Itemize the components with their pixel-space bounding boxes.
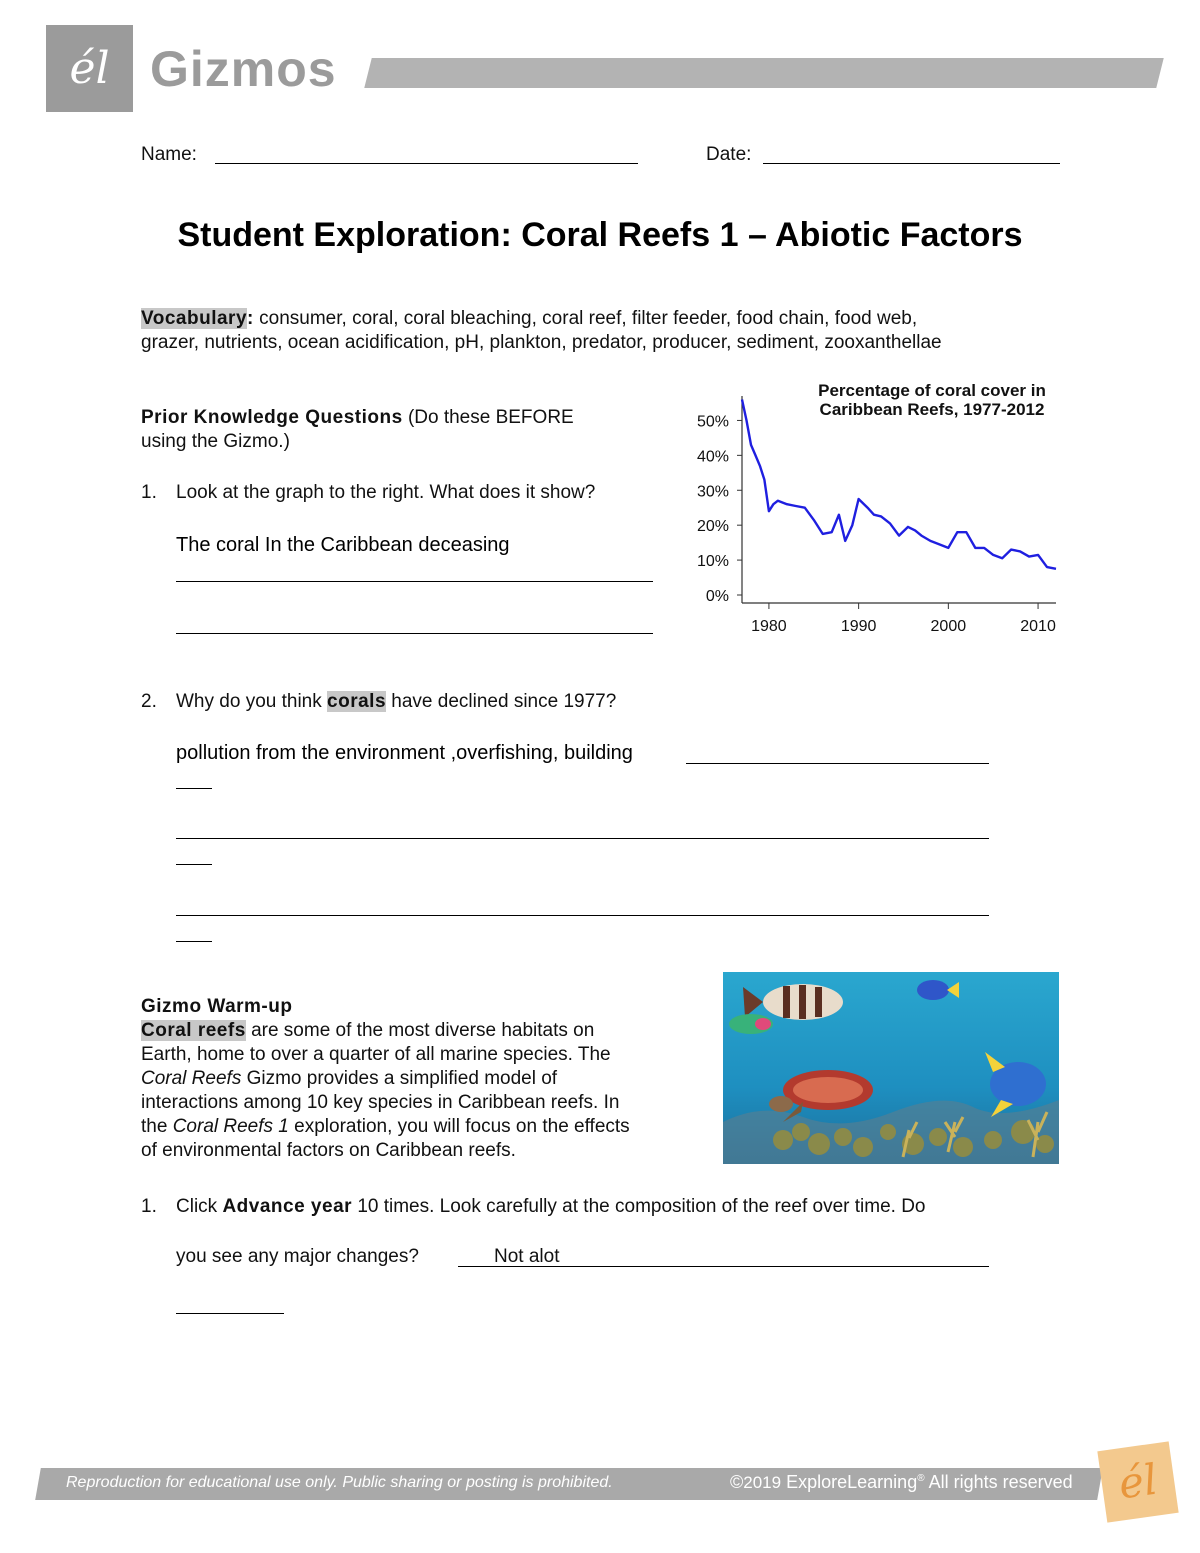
- coral-reef-image: [723, 972, 1059, 1164]
- x-tick-label: 2010: [1020, 618, 1056, 635]
- q2-answer-line-tail-1[interactable]: [686, 763, 989, 764]
- brand-name: Gizmos: [150, 41, 337, 97]
- warmup-q1-answer-line-2[interactable]: [176, 1313, 284, 1314]
- rights-text: All rights reserved: [928, 1472, 1073, 1492]
- coral-cover-chart: [680, 378, 1070, 638]
- name-label: Name:: [141, 144, 197, 165]
- x-tick-label: 1980: [751, 618, 787, 635]
- page-title: Student Exploration: Coral Reefs 1 – Abiotic Factors: [177, 216, 1023, 254]
- warmup-line-2: Earth, home to over a quarter of all marine species. The: [141, 1044, 611, 1065]
- registered-mark: ®: [917, 1473, 925, 1484]
- advance-year-term: Advance year: [222, 1196, 353, 1217]
- y-tick-label: 50%: [696, 413, 729, 431]
- coral-cover-series-line: [742, 400, 1056, 569]
- header-bar: [364, 58, 1163, 88]
- warmup-q1-post: 10 times. Look carefully at the composition of the reef over time. Do: [357, 1196, 926, 1217]
- q1-text: Look at the graph to the right. What does it show?: [176, 482, 596, 503]
- y-tick-label: 40%: [696, 448, 729, 466]
- warmup-q1-number: 1.: [141, 1196, 157, 1217]
- q2-answer-line-wrap-1[interactable]: [176, 788, 212, 789]
- footer-logo: [1097, 1441, 1178, 1522]
- q2-number: 2.: [141, 691, 157, 712]
- q2-answer-line-2[interactable]: [176, 838, 989, 839]
- warmup-heading: Gizmo Warm-up: [141, 996, 293, 1017]
- q2-answer-line-3[interactable]: [176, 915, 989, 916]
- q2-text-post: have declined since 1977?: [391, 691, 617, 712]
- warmup-term: Coral reefs: [141, 1020, 246, 1041]
- parrotfish: [729, 1014, 773, 1034]
- warmup-line-5-pre: the: [141, 1116, 168, 1137]
- prior-knowledge-heading: [141, 406, 641, 454]
- q2-answer-line-wrap-3[interactable]: [176, 941, 212, 942]
- x-tick-label: 2000: [930, 618, 967, 635]
- company-name: ExploreLearning: [786, 1472, 918, 1492]
- warmup-line-4: interactions among 10 key species in Caribbean reefs. In: [141, 1092, 620, 1113]
- footer-logo-mark: él: [1115, 1454, 1161, 1509]
- explorelearning-logo: [46, 25, 133, 112]
- y-tick-label: 30%: [696, 483, 729, 501]
- date-field[interactable]: [763, 163, 1060, 164]
- warmup-line-3: Gizmo provides a simplified model of: [246, 1068, 558, 1089]
- date-label: Date:: [706, 144, 752, 165]
- vocabulary-colon: :: [247, 308, 254, 329]
- warmup-q1-text: [176, 1195, 925, 1219]
- warmup-q1-line-2: you see any major changes?: [176, 1246, 419, 1267]
- prior-heading: Prior Knowledge Questions: [141, 407, 403, 428]
- warmup-line-5: exploration, you will focus on the effects: [294, 1116, 630, 1137]
- warmup-q1-answer[interactable]: Not alot: [494, 1246, 560, 1267]
- warmup-line-6: of environmental factors on Caribbean reefs.: [141, 1140, 516, 1161]
- prior-note-2: using the Gizmo.): [141, 431, 290, 452]
- copyright-symbol: ©: [730, 1472, 744, 1492]
- q2-text-pre: Why do you think: [176, 691, 322, 712]
- warmup-line-1: are some of the most diverse habitats on: [251, 1020, 595, 1041]
- name-field[interactable]: [215, 163, 638, 164]
- x-tick-label: 1990: [840, 618, 877, 635]
- prior-note-1: (Do these BEFORE: [407, 407, 574, 428]
- q2-term: corals: [327, 691, 387, 712]
- vocabulary-line-1: consumer, coral, coral bleaching, coral reef, filter feeder, food chain, food web,: [259, 308, 918, 329]
- logo-mark: él: [69, 43, 110, 94]
- y-tick-label: 0%: [705, 588, 729, 605]
- footer-copyright: [730, 1472, 1073, 1493]
- chart-title-line-1: Percentage of coral cover in: [818, 381, 1046, 400]
- footer-notice: Reproduction for educational use only. Public sharing or posting is prohibited.: [66, 1474, 613, 1491]
- y-tick-label: 20%: [696, 518, 729, 536]
- vocabulary-label: Vocabulary: [141, 308, 248, 329]
- warmup-line-3-italic: Coral Reefs: [141, 1068, 242, 1089]
- q1-answer-line-1[interactable]: [176, 581, 653, 582]
- q2-answer-line-wrap-2[interactable]: [176, 864, 212, 865]
- q2-text: [176, 690, 616, 714]
- vocabulary-line-2: grazer, nutrients, ocean acidification, pH, plankton, predator, producer, sediment, zooxanthellae: [141, 332, 942, 353]
- q1-answer-line-2[interactable]: [176, 633, 653, 634]
- q1-answer[interactable]: The coral In the Caribbean deceasing: [176, 534, 510, 556]
- q2-answer[interactable]: pollution from the environment ,overfishing, building: [176, 742, 633, 764]
- copyright-year: 2019: [743, 1473, 782, 1492]
- gizmo-warmup: [141, 995, 711, 1163]
- q1-number: 1.: [141, 482, 157, 503]
- chart-title-line-2: Caribbean Reefs, 1977-2012: [819, 400, 1045, 419]
- vocabulary: [141, 307, 1101, 355]
- warmup-q1-pre: Click: [176, 1196, 218, 1217]
- y-tick-label: 10%: [696, 553, 729, 571]
- warmup-line-5-italic: Coral Reefs 1: [172, 1116, 289, 1137]
